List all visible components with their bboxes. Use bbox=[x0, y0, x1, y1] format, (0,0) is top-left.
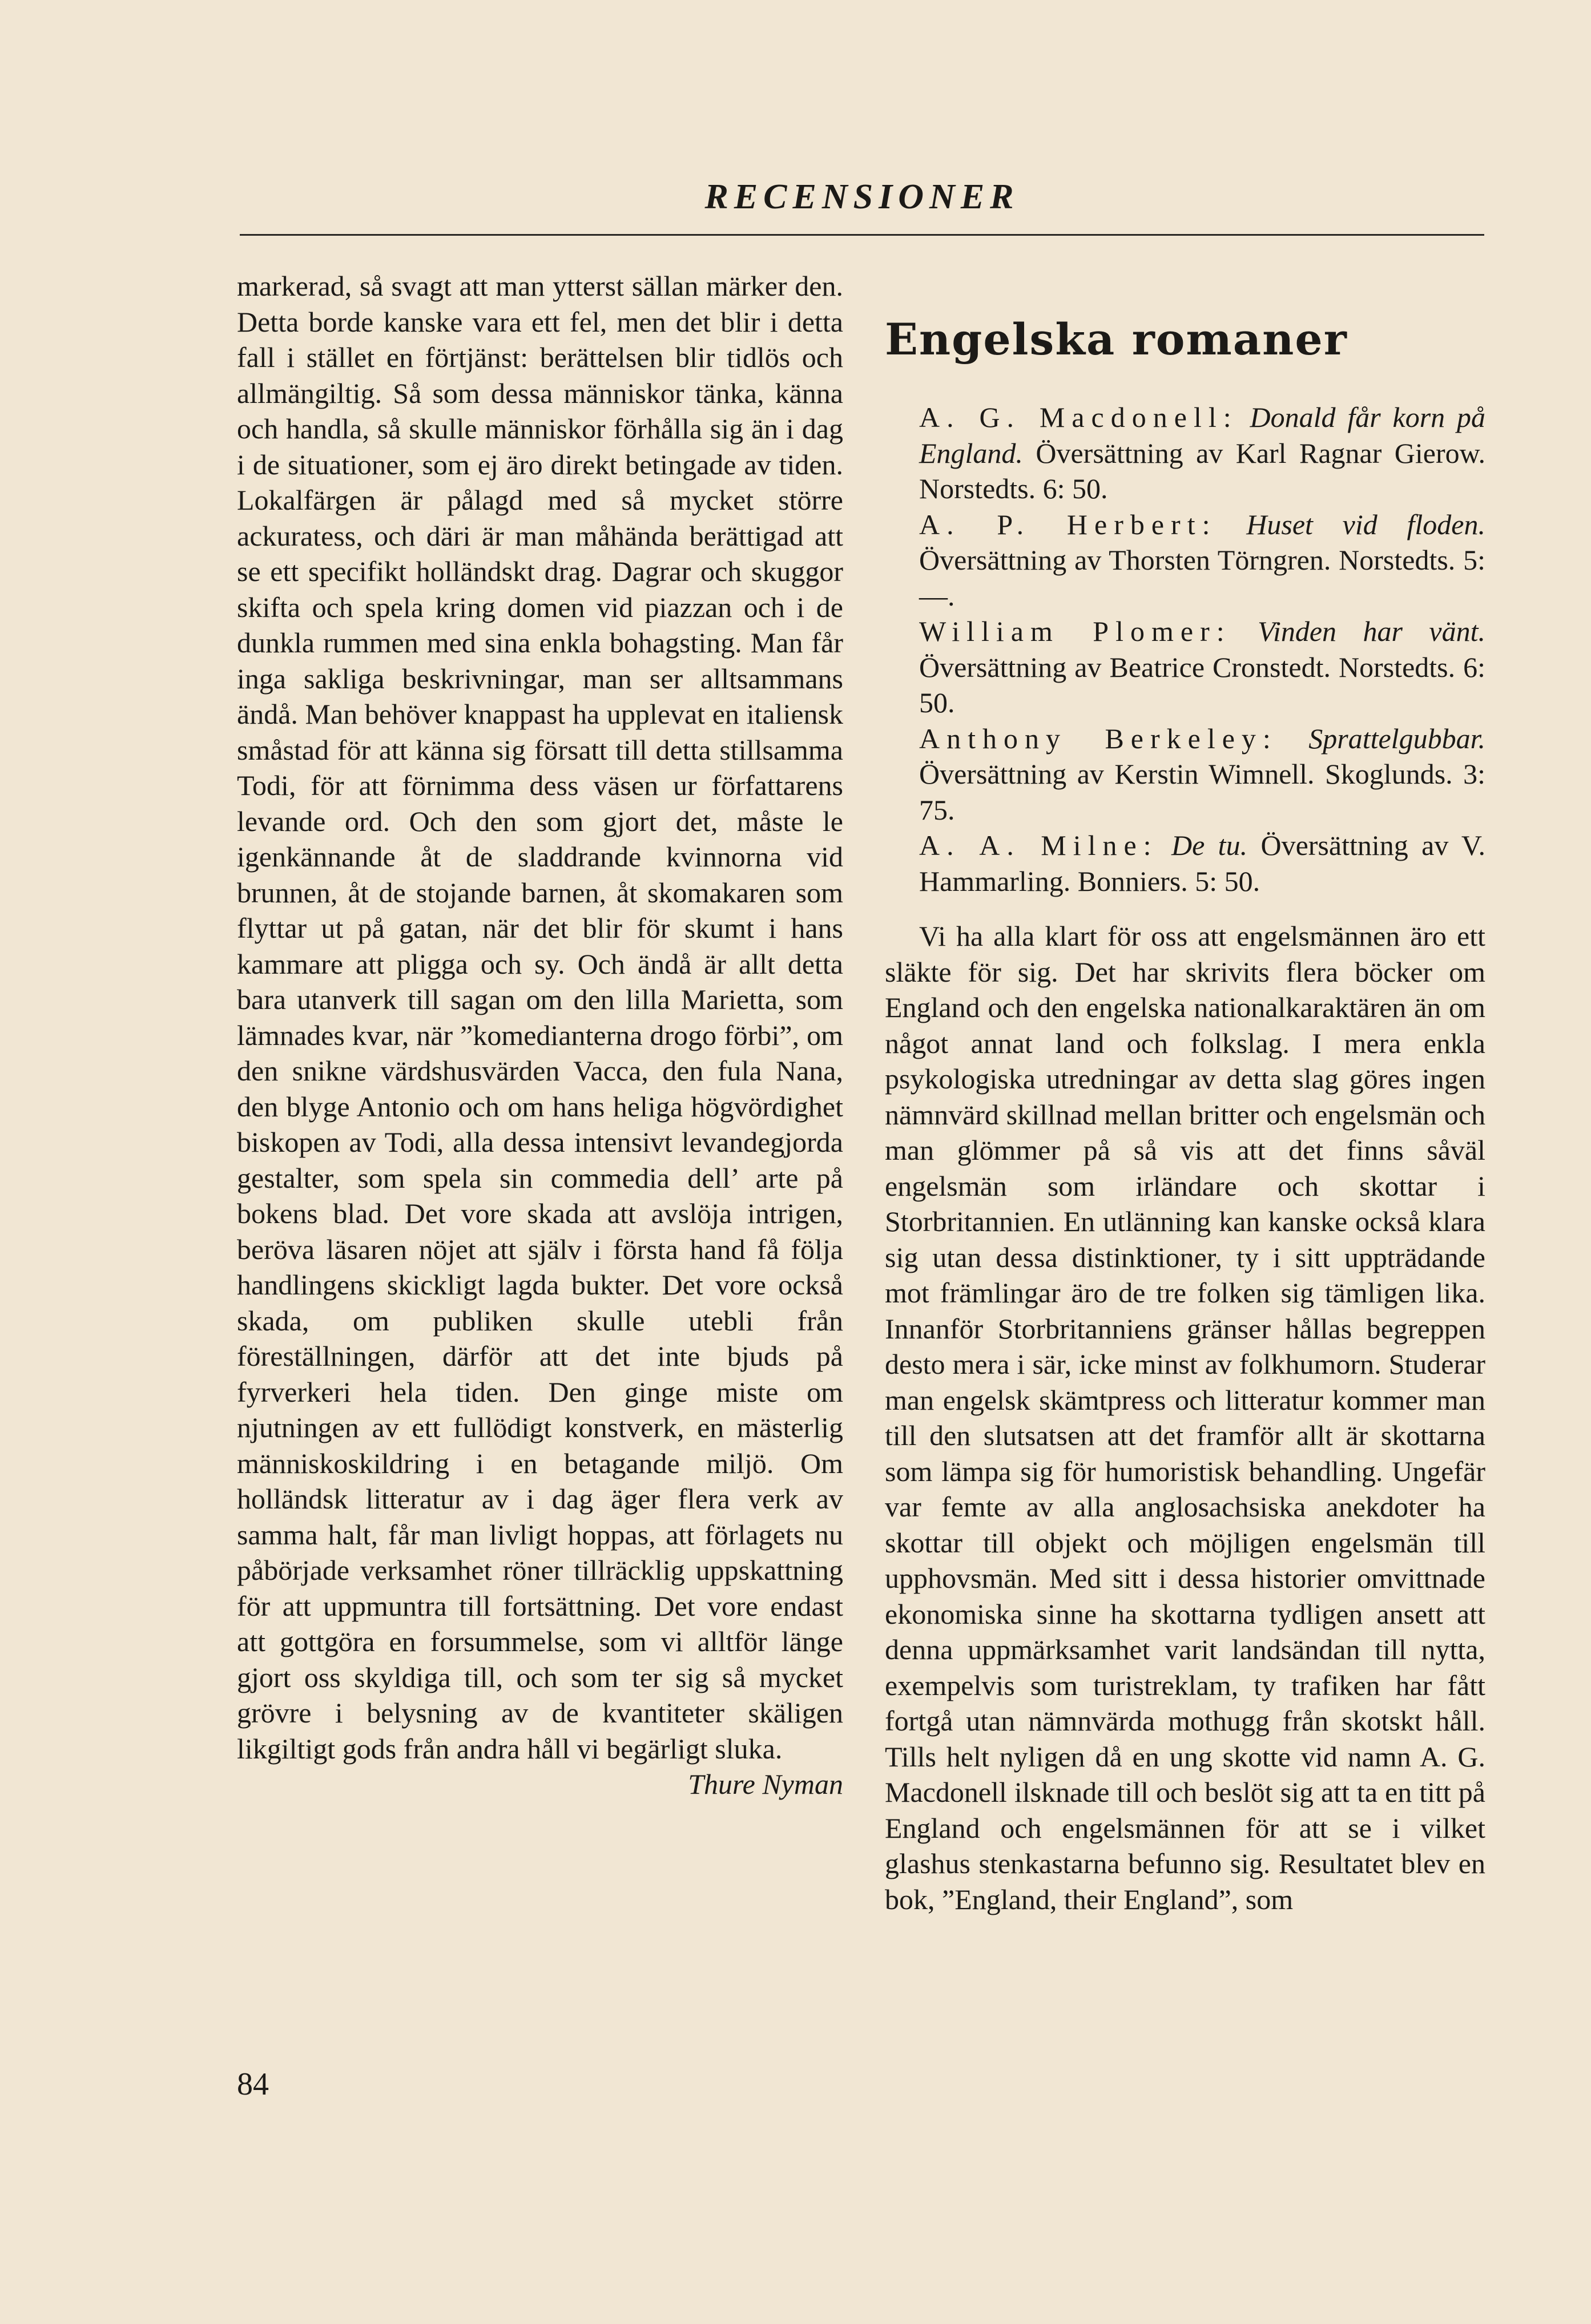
book-title: Vinden har vänt. bbox=[1258, 615, 1485, 647]
book-details: Översättning av Beatrice Cronstedt. Norstedts. 6: 50. bbox=[919, 651, 1485, 719]
header-rule bbox=[240, 234, 1484, 236]
book-entry bbox=[885, 614, 1485, 721]
book-details: Översättning av Karl Ragnar Gierow. Norstedts. 6: 50. bbox=[919, 437, 1486, 505]
book-entry bbox=[885, 721, 1485, 828]
reviewer-signature: Thure Nyman bbox=[688, 1768, 843, 1800]
book-entry bbox=[885, 400, 1485, 507]
left-column bbox=[237, 268, 843, 1802]
article-title: Engelska romaner bbox=[885, 314, 1348, 365]
right-column bbox=[885, 268, 1485, 1917]
book-author: Anthony Berkeley: bbox=[919, 722, 1278, 755]
book-entry bbox=[885, 828, 1485, 899]
book-author: William Plomer: bbox=[919, 615, 1231, 647]
book-title: Sprattelgubbar. bbox=[1308, 722, 1485, 755]
book-title: Huset vid floden. bbox=[1246, 508, 1485, 540]
book-details: Översättning av Thorsten Törngren. Norstedts. 5: —. bbox=[919, 544, 1485, 612]
article-body: Vi ha alla klart för oss att engelsmännen äro ett släkte för sig. Det har skrivits flera böcker om England och den engelska nationalkaraktären än om något annat land och folkslag. I mera enkla psykologiska utredningar av detta slag göres ingen nämnvärd skillnad mellan britter och engelsmän och man glömmer på så vis att det finns såväl engelsmän som irländare och skottar i Storbritannien. En utlänning kan kanske också klara sig utan dessa distinktioner, ty i sitt uppträdande mot främlingar äro de tre folken sig tämligen lika. Innanför Storbritanniens gränser hållas begreppen desto mera i sär, icke minst av folkhumorn. Studerar man engelsk skämtpress och litteratur kommer man till den slutsatsen att det framför allt är skottarna som lämpa sig för humoristisk behandling. Ungefär var femte av alla anglosachsiska anekdoter ha skottar till objekt och möjligen engelsmän till upphovsmän. Med sitt i dessa historier omvittnade ekonomiska sinne ha skottarna tydligen ansett att denna uppmärksamhet varit landsändan till nytta, exempelvis som turistreklam, ty trafiken har fått fortgå utan nämnvärda mothugg från skotskt håll. Tills helt nyligen då en ung skotte vid namn A. G. Macdonell ilsknade till och beslöt sig att ta en titt på England och engelsmännen för att se i vilket glashus stenkastarna befunno sig. Resultatet blev en bok, ”England, their England”, som bbox=[885, 920, 1485, 1915]
book-title: Donald får korn på England. bbox=[919, 401, 1485, 469]
book-author: A. A. Milne: bbox=[919, 829, 1158, 861]
page-number: 84 bbox=[237, 2067, 269, 2102]
book-author: A. P. Herbert: bbox=[919, 508, 1217, 540]
book-author: A. G. Macdonell: bbox=[919, 401, 1238, 433]
book-details: Översättning av V. Hammarling. Bonniers. 5: 50. bbox=[919, 829, 1486, 897]
review-continuation-text: markerad, så svagt att man ytterst sällan märker den. Detta borde kanske vara ett fel, men det blir i detta fall i stället en förtjänst: berättelsen blir tidlös och allmängiltig. Så som dessa människor tänka, känna och handla, så skulle människor förhålla sig än i dag i de situationer, som ej äro direkt betingade av tiden. Lokalfärgen är pålagd med så mycket större ackuratess, och däri är man måhända berättigad att se ett specifikt holländskt drag. Dagrar och skuggor skifta och spela kring domen vid piazzan och i de dunkla rummen med sina enkla bohagsting. Man får inga sakliga beskrivningar, man ser alltsammans ändå. Man behöver knappast ha upplevat en italiensk småstad för att känna sig försatt till detta stillsamma Todi, för att förnimma dess väsen ur författarens levande ord. Och den som gjort det, måste le igenkännande åt de sladdrande kvinnorna vid brunnen, åt de stojande barnen, åt skomakaren som flyttar ut på gatan, när det blir för skumt i hans kammare att pligga och sy. Och ändå är allt detta bara utanverk till sagan om den lilla Marietta, som lämnades kvar, när ”komedianterna drogo förbi”, om den snikne värdshusvärden Vacca, den fula Nana, den blyge Antonio och om hans heliga högvördighet biskopen av Todi, alla dessa intensivt levandegjorda gestalter, som spela sin commedia dell’ arte på bokens blad. Det vore skada att avslöja intrigen, beröva läsaren nöjet att själv i första hand få följa handlingens skickligt lagda bukter. Det vore också skada, om publiken skulle utebli från föreställningen, därför att det inte bjuds på fyrverkeri hela tiden. Den ginge miste om njutningen av ett fullödigt konstverk, en mästerlig människoskildring i en betagande miljö. Om holländsk litteratur av i dag äger flera verk av samma halt, får man livligt hoppas, att förlagets nu påbörjade verksamhet röner tillräcklig uppskattning för att uppmuntra till fortsättning. Det vore endast att gottgöra en forsummelse, som vi alltför länge gjort oss skyldiga till, och som ter sig så mycket grövre i belysning av de kvantiteter skäligen likgiltigt gods från andra håll vi begärligt sluka. bbox=[237, 270, 843, 1765]
running-head: RECENSIONER bbox=[704, 177, 1020, 216]
book-title: De tu. bbox=[1171, 829, 1248, 861]
book-details: Översättning av Kerstin Wimnell. Skoglunds. 3: 75. bbox=[919, 758, 1485, 826]
book-entry bbox=[885, 507, 1485, 614]
